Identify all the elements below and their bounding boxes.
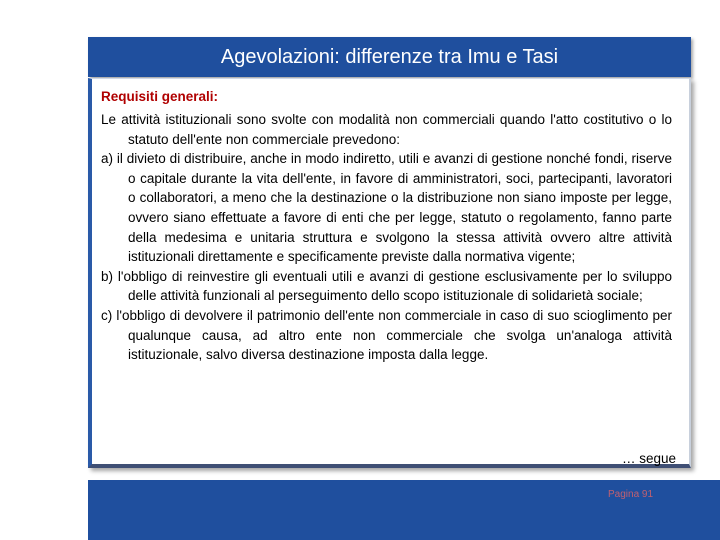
page-number: Pagina 91	[608, 489, 654, 500]
requirement-a: a) il divieto di distribuire, anche in modo indiretto, utili e avanzi di gestione nonché fondi, riserve o capitale durante la vita dell'ente, in favore di amministratori, soci, partecipanti, lavoratori o collaboratori, a meno che la destinazione o la distribuzione non siano imposte per legge, ovvero siano effettuate a favore di enti che per legge, statuto o regolamento, fanno parte della medesima e unitaria struttura e svolgono la stessa attività ovvero altre attività istituzionali direttamente e specificamente previste dalla normativa vigente;	[101, 151, 672, 265]
intro-paragraph: Le attività istituzionali sono svolte con modalità non commerciali quando l'atto costitutivo o lo statuto dell'ente non commerciale prevedono:	[101, 112, 672, 147]
requirement-b: b) l'obbligo di reinvestire gli eventuali utili e avanzi di gestione esclusivamente per lo sviluppo delle attività funzionali al perseguimento dello scopo istituzionale di solidarietà sociale;	[101, 268, 672, 304]
requirement-c: c) l'obbligo di devolvere il patrimonio dell'ente non commerciale in caso di suo scioglimento per qualunque causa, ad altro ente non commerciale che svolga un'analoga attività istituzionale, salvo diversa destinazione imposta dalla legge.	[101, 307, 672, 363]
section-title: Requisiti generali:	[101, 89, 219, 104]
continues-label: … segue	[621, 451, 676, 466]
slide-title-bar	[88, 37, 691, 77]
slide-title: Agevolazioni: differenze tra Imu e Tasi	[220, 45, 559, 68]
requirements-text	[101, 110, 672, 365]
